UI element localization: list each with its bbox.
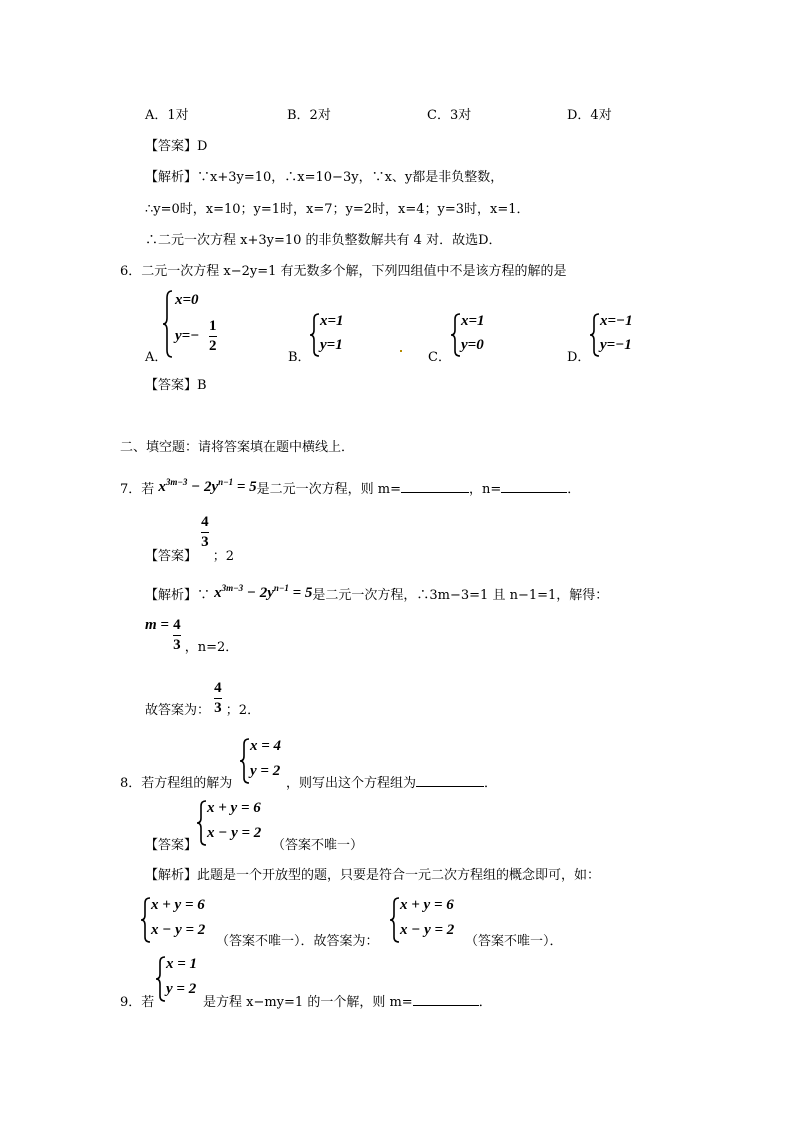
brace-icon [163,290,173,358]
sys-line: y=0 [461,337,484,353]
sys-line: y=1 [320,337,343,353]
brace-icon [197,800,207,846]
q6-stem: 6．二元一次方程 x−2y=1 有无数多个解，下列四组值中不是该方程的解的是 [120,264,567,279]
fraction: $\frac{4}{3}$ [201,514,209,550]
brace-icon [240,738,250,784]
fraction: $\frac{4}{3}$ [214,680,222,716]
sys-line: y=−1 [600,337,632,353]
q7-tail: 是二元一次方程，则 m= [256,482,402,497]
blank-m[interactable] [401,480,469,493]
sys-line: x + y = 6 [207,800,261,816]
q7-number: 7．若 [120,482,155,497]
sys-line: x=0 [175,292,199,308]
sys-line: y = 2 [166,981,197,997]
q9-number: 9．若 [120,995,155,1010]
brace-icon [590,313,600,357]
q7-answer: 【答案】 $\frac{4}{3}$ ；2 [145,514,235,564]
equation: $x^{3m-3} - 2y^{n-1} = 5$ [214,583,313,601]
analysis-label: 【解析】 [145,170,198,185]
equation: $x^{3m-3} - 2y^{n-1} = 5$ [158,477,257,495]
sys-line: x=−1 [600,313,633,329]
sys-line: x − y = 2 [400,922,455,938]
option-label: C． [428,350,451,365]
brace-icon [156,956,166,1002]
q7-analysis: 【解析】∵ $x^{3m-3} - 2y^{n-1} = 5$是二元一次方程，∴3m−3=1 且 n−1=1，解得： [145,583,609,603]
brace-icon [310,313,320,357]
sys-line: x=1 [461,313,485,329]
sys-line: y=− [175,328,200,344]
q7-stem: 7．若 $x^{3m-3} - 2y^{n-1} = 5$是二元一次方程，则 m= ，n= ． [120,477,581,497]
q5-option-d: D．4对 [567,108,612,123]
final-end: （答案不唯一）． [465,934,563,949]
q5-analysis-line1 [145,166,503,185]
dot-mark [400,350,402,352]
final-mid: （答案不唯一）．故答案为： [216,934,379,949]
sys-line: x + y = 6 [151,897,205,913]
q5-option-a: A．1对 [145,108,189,123]
brace-icon [451,313,461,357]
fraction: $\frac{1}{2}$ [209,318,217,354]
note: （答案不唯一） [272,838,364,853]
q5-option-c: C．3对 [427,108,472,123]
section-title: 二、填空题：请将答案填在题中横线上． [120,440,355,455]
q5-analysis-line2: ∴y=0时，x=10；y=1时，x=7；y=2时，x=4；y=3时，x=1． [145,202,530,217]
sys-line: x = 1 [166,956,198,972]
q5-answer: 【答案】D [145,139,208,154]
q9-tail: 是方程 x−my=1 的一个解，则 m= ． [203,995,492,1010]
option-label: A． [145,350,168,365]
option-label: D． [567,350,591,365]
q6-answer: 【答案】B [145,378,207,393]
sys-line: x − y = 2 [207,825,262,841]
option-label: B． [288,350,311,365]
q5-option-b: B．2对 [287,108,331,123]
brace-icon [141,897,151,943]
brace-icon [390,897,400,943]
sys-line: y = 2 [250,763,281,779]
sys-line: x + y = 6 [400,897,454,913]
blank-n[interactable] [501,480,567,493]
q8-prefix: 8．若方程组的解为 [120,776,233,791]
sys-line: x=1 [320,313,344,329]
q8-analysis: 【解析】此题是一个开放型的题，只要是符合一元二次方程组的概念即可，如： [145,868,601,883]
fraction: $\frac{4}{3}$ [173,617,181,653]
sys-line: x = 4 [250,738,282,754]
sys-line: x − y = 2 [151,922,206,938]
q8-tail: ，则写出这个方程组为 ． [286,776,498,791]
analysis-text: ∵x+3y=10，∴x=10−3y，∵x、y都是非负整数， [197,170,504,185]
q5-analysis-line3: ∴二元一次方程 x+3y=10 的非负整数解共有 4 对．故选D． [145,233,502,248]
blank-system[interactable] [416,774,484,787]
q7-final: 故答案为： $\frac{4}{3}$ ；2． [145,680,261,718]
blank-m[interactable] [413,993,479,1006]
answer-label: 【答案】 [145,838,198,853]
q7-solution: m = $\frac{4}{3}$ ，n=2． [145,617,239,655]
